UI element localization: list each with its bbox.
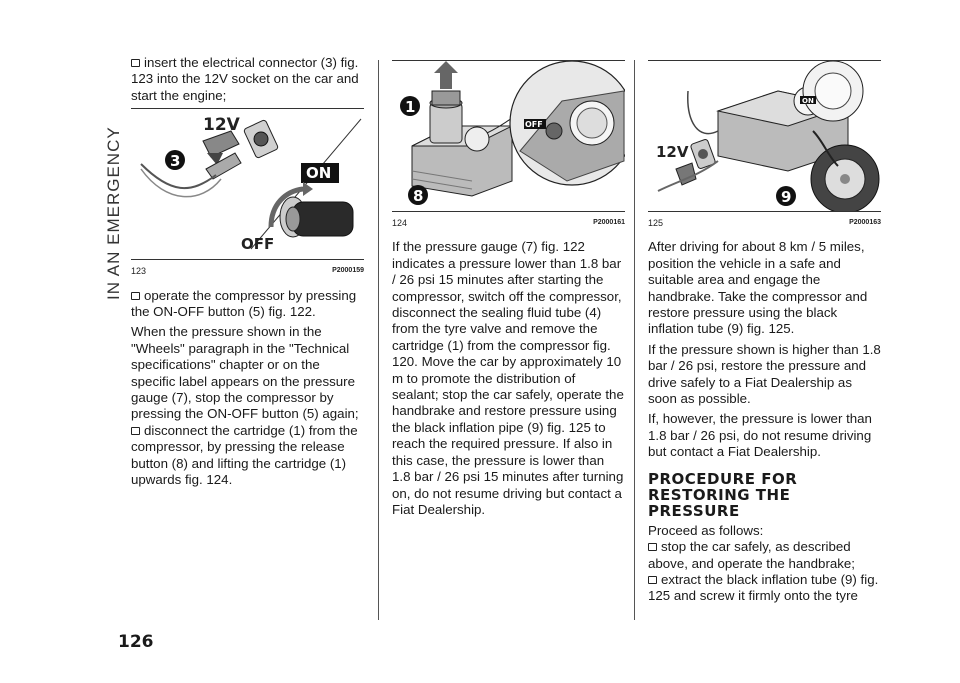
step-paragraph: operate the compressor by pressing the ON-OFF button (5) fig. 122. [131, 287, 357, 320]
section-heading: PROCEDURE FOR RESTORING THE PRESSURE [648, 469, 798, 520]
figure-number: 125 [648, 218, 664, 228]
label-9: 9 [781, 188, 792, 206]
label-1: 1 [405, 98, 416, 116]
figure-number: 123 [131, 266, 147, 277]
inflation-tube-illustration [648, 61, 881, 211]
column-1 [131, 55, 364, 493]
label-off: OFF [241, 235, 275, 254]
figure-125 [648, 60, 881, 212]
figure-caption [392, 215, 625, 231]
step-paragraph: insert the electrical connector (3) fig. 123 into the 12V socket on the car and start the engine; [131, 55, 359, 103]
checkbox-bullet-icon [131, 427, 140, 435]
column-divider [634, 60, 635, 620]
column-divider [378, 60, 379, 620]
page-number: 126 [118, 632, 154, 652]
checkbox-bullet-icon [131, 59, 140, 67]
body-paragraph: Proceed as follows: [648, 522, 764, 538]
step-paragraph: extract the black inflation tube (9) fig. 125 and screw it firmly onto the tyre [648, 571, 879, 604]
figure-code: P2000159 [332, 267, 364, 275]
body-paragraph: If the pressure shown is higher than 1.8 bar / 26 psi, restore the pressure and drive safely to a Fiat Dealership as soon as possible. [648, 341, 881, 407]
figure-123 [131, 108, 364, 260]
cartridge-illustration [392, 61, 625, 211]
checkbox-bullet-icon [648, 543, 657, 551]
label-off: OFF [525, 120, 543, 129]
label-8: 8 [413, 187, 424, 205]
figure-code: P2000163 [849, 219, 881, 226]
label-on: ON [306, 164, 332, 183]
body-paragraph: If the pressure gauge (7) fig. 122 indicates a pressure lower than 1.8 bar / 26 psi 15 minutes after starting the compressor, switch off the compressor, disconnect the sealing fluid tube (4) from the tyre valve and remove the cartridge (1) from the compressor fig. 120. Move the car by approximately 10 m to promote the distribution of sealant; stop the car safely, operate the handbrake and restore pressure using the black inflation pipe (9) fig. 125 to reach the required pressure. If also in this case, the pressure is lower than 1.8 bar / 26 psi 15 minutes after turning on, do not resume driving but contact a Fiat Dealership. [392, 239, 624, 517]
figure-124 [392, 60, 625, 212]
section-title: IN AN EMERGENCY [104, 126, 123, 300]
body-paragraph: When the pressure shown in the "Wheels" paragraph in the "Technical specifications" chapter or on the specific label appears on the pressure gauge (7), stop the compressor by pressing the ON-OFF button (5) again; [131, 324, 359, 422]
figure-caption [131, 263, 364, 279]
checkbox-bullet-icon [648, 576, 657, 584]
body-paragraph: After driving for about 8 km / 5 miles, position the vehicle in a safe and suitable area and engage the handbrake. Take the compressor and restore pressure using the black inflation tube (9) fig. 125. [648, 239, 868, 337]
column-2 [392, 60, 625, 522]
label-12v: 12V [656, 143, 689, 161]
step-paragraph: stop the car safely, as described above, and operate the handbrake; [648, 539, 856, 571]
figure-number: 124 [392, 218, 408, 228]
label-12v: 12V [203, 115, 240, 136]
label-3: 3 [170, 152, 181, 171]
column-3 [648, 60, 881, 609]
label-on: ON [802, 97, 814, 105]
connector-illustration [131, 109, 364, 259]
figure-code: P2000161 [593, 219, 625, 226]
figure-caption [648, 215, 881, 231]
body-paragraph: If, however, the pressure is lower than 1.8 bar / 26 psi, do not resume driving but contact a Fiat Dealership. [648, 411, 872, 460]
checkbox-bullet-icon [131, 292, 140, 300]
step-paragraph: disconnect the cartridge (1) from the compressor, by pressing the release button (8) and lifting the cartridge (1) upwards fig. 124. [131, 422, 358, 488]
